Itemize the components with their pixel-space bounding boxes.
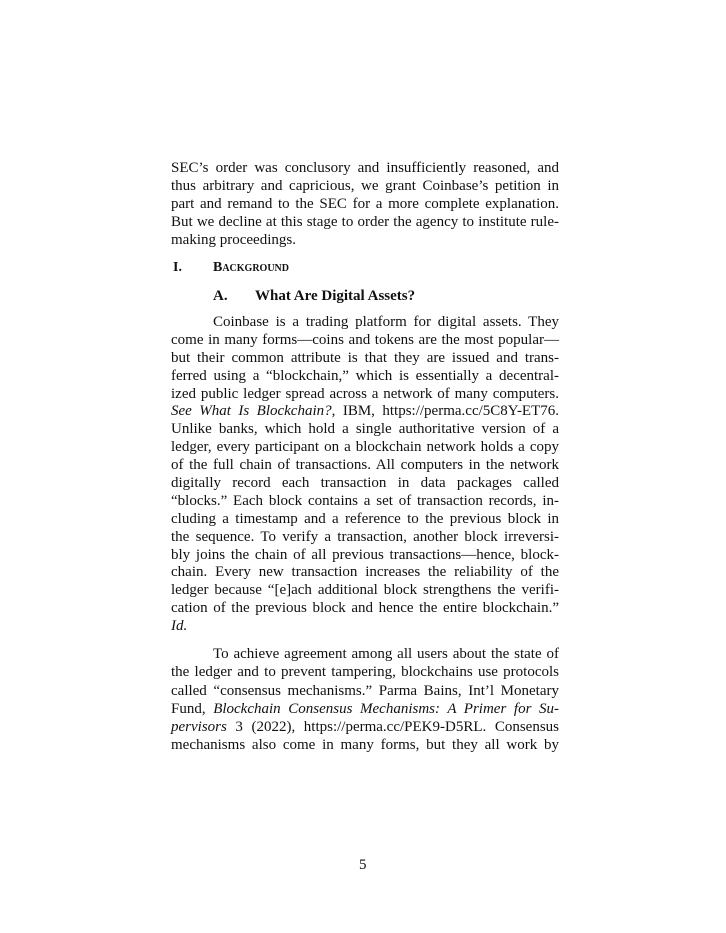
text-line: ledger, every participant on a blockchain network holds a copy [171,439,559,456]
paragraph-consensus-mechanisms [171,645,559,755]
text-line: ized public ledger spread across a network of many computers. [171,385,559,402]
intro-paragraph [171,159,559,249]
text-line: of the full chain of transactions. All computers in the network [171,457,559,474]
text-line: mechanisms also come in many forms, but they all work by [171,737,559,754]
citation-title-continued: pervisors [171,719,227,736]
text-line: but their common attribute is that they are issued and trans- [171,349,559,366]
text-line-citation [171,700,559,718]
text-line: But we decline at this stage to order the agency to institute rule- [171,214,559,231]
citation-title: See What Is Blockchain? [171,403,332,420]
section-number: I. [173,260,182,275]
subsection-title: What Are Digital Assets? [255,288,416,304]
text-line: part and remand to the SEC for a more complete explanation. [171,196,559,213]
page-number: 5 [359,857,367,873]
citation-publisher: Fund, [171,700,214,717]
text-line: digitally record each transaction in data packages called [171,475,559,492]
text-line-citation [171,403,559,421]
text-line: thus arbitrary and capricious, we grant Coinbase’s petition in [171,178,559,195]
text-line: come in many forms—coins and tokens are the most popular— [171,331,559,348]
text-line: the sequence. To verify a transaction, another block irreversi- [171,528,559,545]
text-line: cation of the previous block and hence the entire blockchain.” [171,600,559,617]
text-line: SEC’s order was conclusory and insufficiently reasoned, and [171,160,559,176]
citation-source: 3 (2022), https://perma.cc/PEK9-D5RL. Consensus [226,719,559,736]
text-line-citation [171,718,559,736]
text-line: Coinbase is a trading platform for digital assets. They [213,314,559,330]
text-line: making proceedings. [171,232,296,249]
text-line: called “consensus mechanisms.” Parma Bains, Int’l Monetary [171,682,559,699]
text-line: ferred using a “blockchain,” which is essentially a decentral- [171,367,559,384]
citation-source: , IBM, https://perma.cc/5C8Y-ET76. [331,403,560,420]
text-line: cluding a timestamp and a reference to the previous block in [171,510,559,527]
text-line: To achieve agreement among all users about the state of [213,646,559,662]
text-line: chain. Every new transaction increases the reliability of the [171,564,559,581]
paragraph-digital-assets [171,314,560,635]
text-line: bly joins the chain of all previous transactions—hence, block- [171,546,559,563]
text-line: Unlike banks, which hold a single authoritative version of a [171,421,559,438]
citation-title: Blockchain Consensus Mechanisms: A Primer for Su- [213,700,559,717]
citation-id: Id. [171,618,188,635]
text-line: “blocks.” Each block contains a set of transaction records, in- [171,492,559,509]
text-line: the ledger and to prevent tampering, blockchains use protocols [171,664,559,681]
text-line: ledger because “[e]ach additional block strengthens the verifi- [171,582,559,599]
subsection-number: A. [213,288,228,304]
section-title: Background [213,260,290,275]
